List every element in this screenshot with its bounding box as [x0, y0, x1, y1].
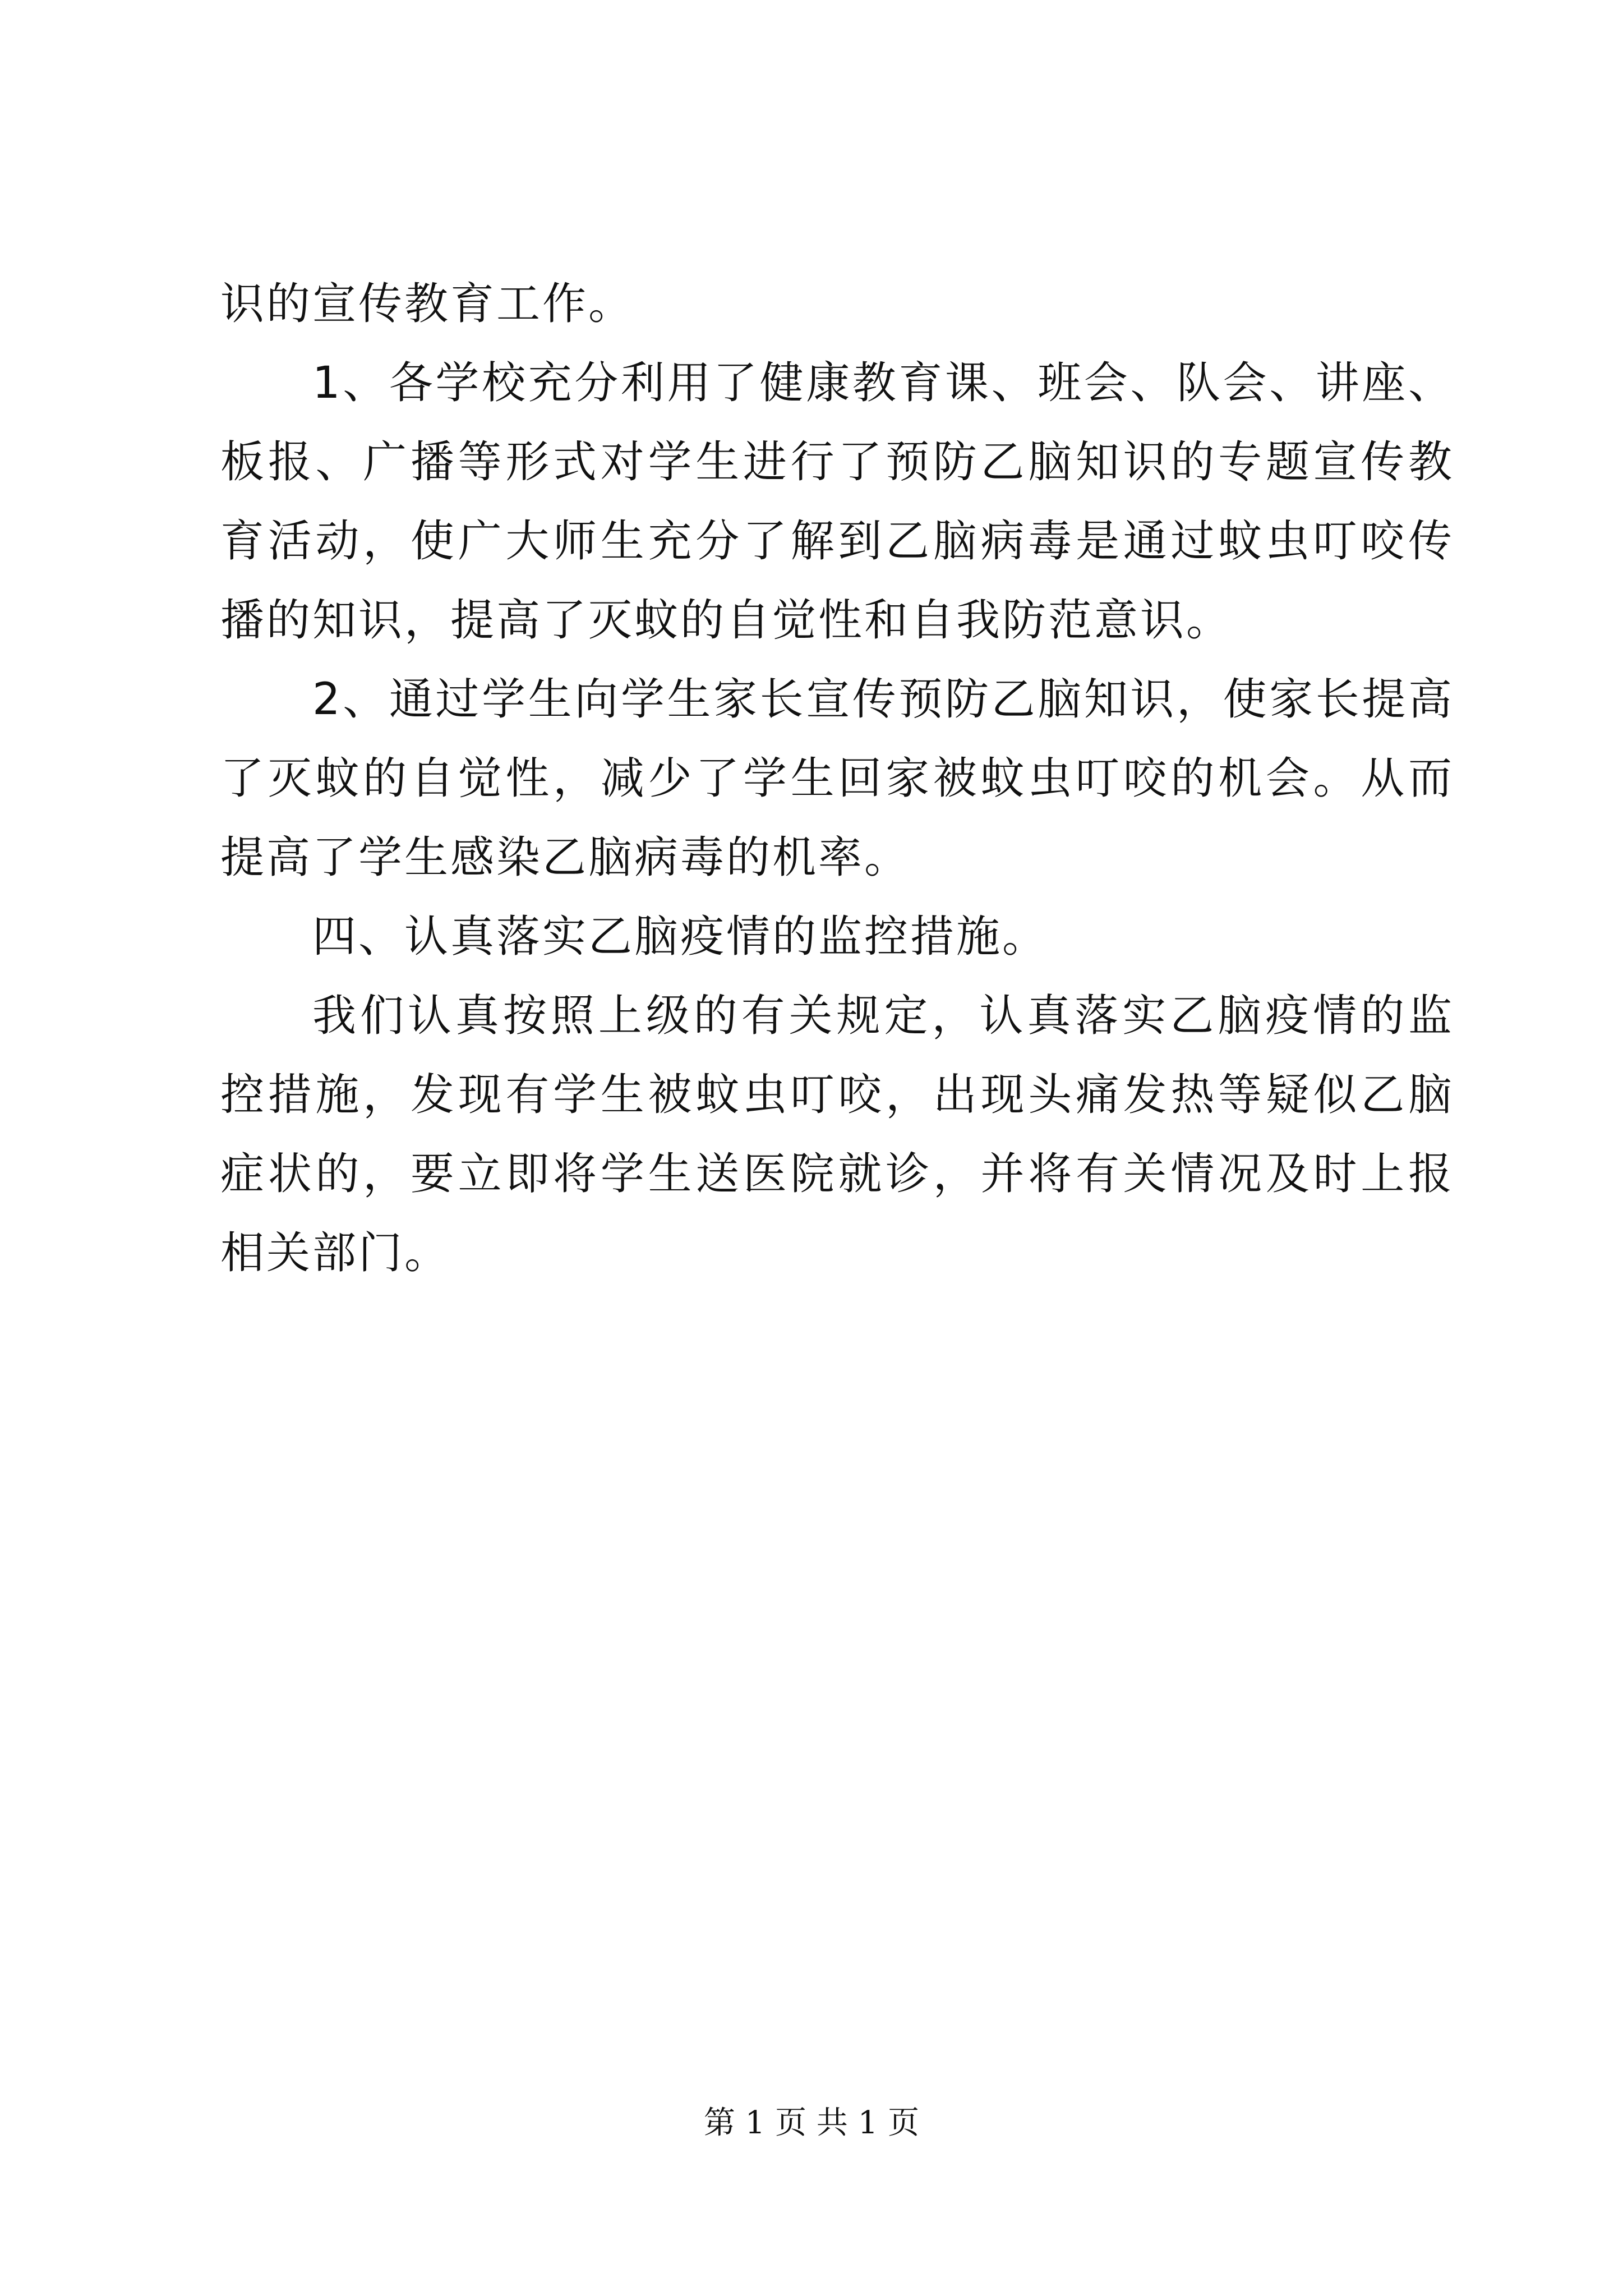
document-body — [220, 265, 1454, 1293]
paragraph-continuation: 识的宣传教育工作。 — [220, 279, 635, 329]
page-number-footer: 第 1 页 共 1 页 — [703, 2105, 920, 2141]
paragraph-monitoring: 我们认真按照上级的有关规定，认真落实乙脑疫情的监控措施，发现有学生被蚊虫叮咬，出现头痛发热等疑似乙脑症状的，要立即将学生送医院就诊，并将有关情况及时上报相关部门。 — [220, 991, 1454, 1278]
paragraph-item-1: 1、各学校充分利用了健康教育课、班会、队会、讲座、板报、广播等形式对学生进行了预防乙脑知识的专题宣传教育活动，使广大师生充分了解到乙脑病毒是通过蚊虫叮咬传播的知识，提高了灭蚊的自觉性和自我防范意识。 — [220, 358, 1454, 646]
section-heading-4: 四、认真落实乙脑疫情的监控措施。 — [312, 912, 1049, 962]
paragraph-item-2: 2、通过学生向学生家长宣传预防乙脑知识，使家长提高了灭蚊的自觉性，减少了学生回家被蚊虫叮咬的机会。从而提高了学生感染乙脑病毒的机率。 — [220, 674, 1454, 883]
